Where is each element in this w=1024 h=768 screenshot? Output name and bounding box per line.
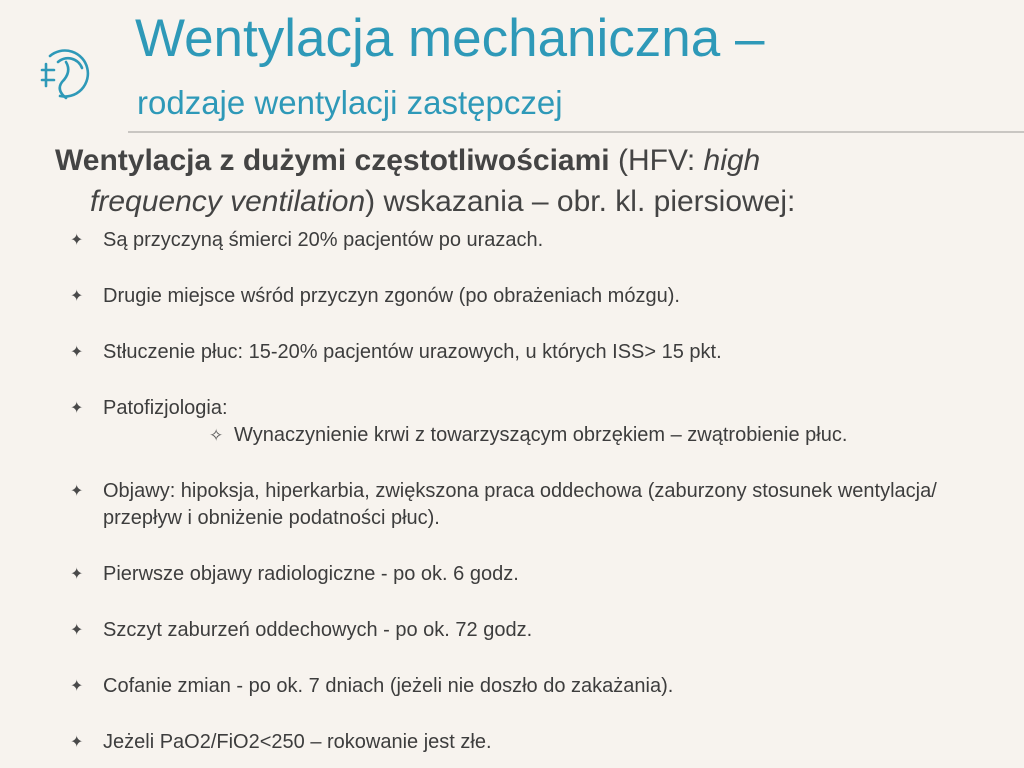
- bullet-item: [70, 339, 970, 366]
- logo-icon: [38, 42, 96, 104]
- four-point-star-icon: ✦: [70, 400, 84, 417]
- bullet-text: Objawy: hipoksja, hiperkarbia, zwiększona praca oddechowa (zaburzony stosunek wentylacja/ przepływ i obniżenie podatności płuc).: [103, 480, 937, 529]
- bullet-text: Są przyczyną śmierci 20% pacjentów po urazach.: [103, 229, 544, 251]
- four-point-star-icon: ✦: [70, 483, 84, 500]
- bullet-list: [70, 227, 970, 768]
- bullet-item: [70, 617, 970, 644]
- sub-bullet-item: [103, 422, 970, 449]
- bullet-item: [70, 227, 970, 254]
- four-point-star-icon: ✦: [70, 622, 84, 639]
- bullet-item: [70, 729, 970, 756]
- heading-rest: ) wskazania – obr. kl. piersiowej:: [365, 185, 796, 218]
- heading-open: (HFV:: [609, 144, 704, 177]
- heading-italic-1: high: [703, 144, 761, 177]
- bullet-item: [70, 673, 970, 700]
- bullet-text: Jeżeli PaO2/FiO2<250 – rokowanie jest złe.: [103, 731, 492, 753]
- bullet-text: Pierwsze objawy radiologiczne - po ok. 6 godz.: [103, 563, 519, 585]
- bullet-text: Patofizjologia:: [103, 397, 228, 419]
- heading-bold: Wentylacja z dużymi częstotliwościami: [55, 144, 610, 177]
- outlined-four-point-star-icon: ✧: [209, 426, 224, 445]
- slide-subtitle: rodzaje wentylacji zastępczej: [137, 84, 563, 121]
- bullet-text: Cofanie zmian - po ok. 7 dniach (jeżeli nie doszło do zakażania).: [103, 675, 674, 697]
- bullet-text: Stłuczenie płuc: 15-20% pacjentów urazowych, u których ISS> 15 pkt.: [103, 341, 722, 363]
- bullet-item: [70, 478, 970, 532]
- slide-title: Wentylacja mechaniczna –: [135, 9, 765, 68]
- bullet-item: [70, 561, 970, 588]
- title-divider: [128, 131, 1024, 133]
- section-heading: [55, 140, 995, 222]
- bullet-text: Szczyt zaburzeń oddechowych - po ok. 72 godz.: [103, 619, 533, 641]
- heading-italic-2: frequency ventilation: [90, 185, 366, 218]
- four-point-star-icon: ✦: [70, 288, 84, 305]
- four-point-star-icon: ✦: [70, 344, 84, 361]
- bullet-text: Drugie miejsce wśród przyczyn zgonów (po obrażeniach mózgu).: [103, 285, 680, 307]
- sub-bullet-text: Wynaczynienie krwi z towarzyszącym obrzękiem – zwątrobienie płuc.: [234, 424, 848, 446]
- four-point-star-icon: ✦: [70, 232, 84, 249]
- bullet-item: [70, 395, 970, 449]
- bullet-item: [70, 283, 970, 310]
- four-point-star-icon: ✦: [70, 734, 84, 751]
- four-point-star-icon: ✦: [70, 678, 84, 695]
- four-point-star-icon: ✦: [70, 566, 84, 583]
